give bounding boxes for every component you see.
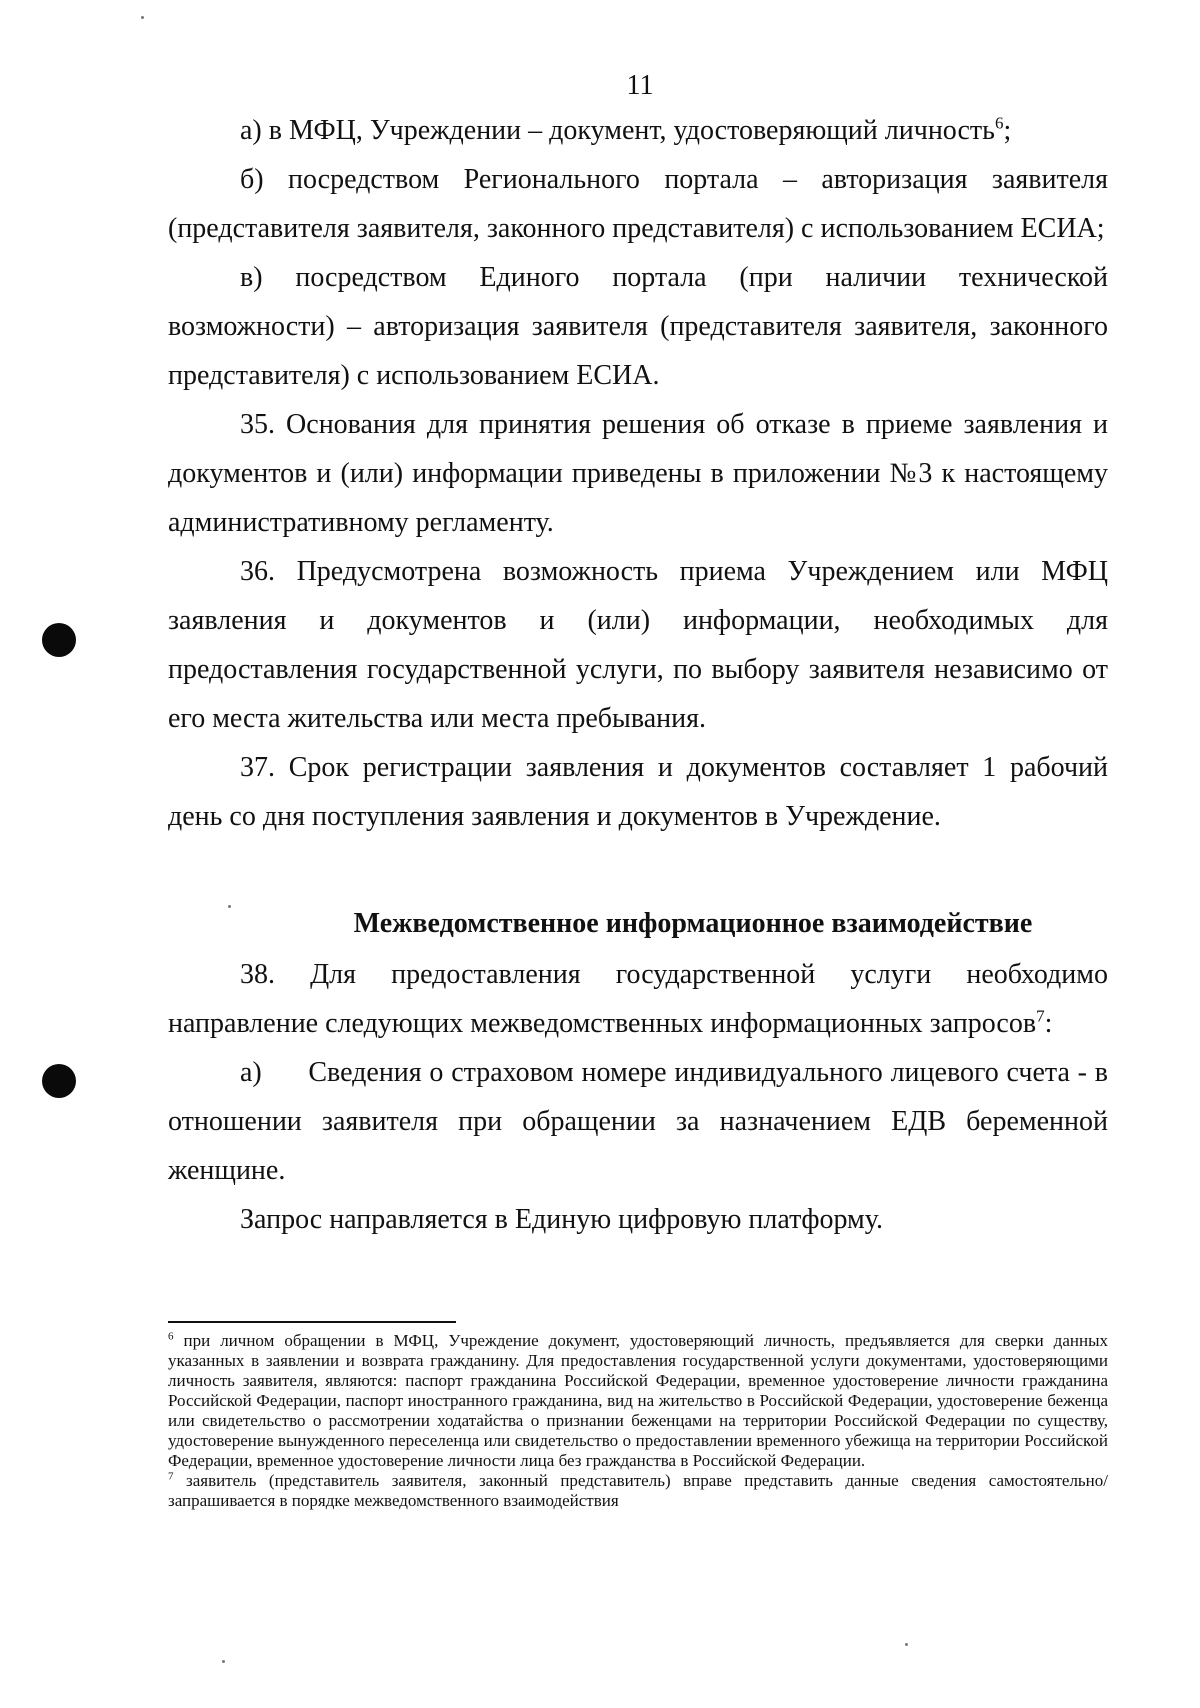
scan-speck (141, 16, 144, 19)
paragraph-a (168, 106, 1108, 155)
footnote-6 (168, 1331, 1108, 1471)
footnote-7 (168, 1471, 1108, 1511)
footnote-ref-7: 7 (1036, 1006, 1045, 1026)
paragraph-38-tail: : (1044, 1008, 1053, 1039)
paragraph-38-text: 38. Для предоставления государственной услуги необходимо направление следующих межведомственных информационных запросов (168, 959, 1108, 1039)
paragraph-a-tail: ; (1003, 115, 1012, 146)
paragraph-35: 35. Основания для принятия решения об отказе в приеме заявления и документов и (или) информации приведены в приложении №3 к настоящему административному регламенту. (168, 409, 1108, 538)
paragraph-37: 37. Срок регистрации заявления и документов составляет 1 рабочий день со дня поступления заявления и документов в Учреждение. (168, 752, 1108, 832)
paragraph-v: в) посредством Единого портала (при наличии технической возможности) – авторизация заявителя (представителя заявителя, законного представителя) с использованием ЕСИА. (168, 262, 1108, 391)
footnote-separator (168, 1321, 456, 1323)
paragraph-38-query: Запрос направляется в Единую цифровую платформу. (240, 1204, 883, 1235)
footnote-6-text: при личном обращении в МФЦ, Учреждение документ, удостоверяющий личность, предъявляется для сверки данных указанных в заявлении и возврата гражданину. Для предоставления государственной услуги документами, удостоверяющими личность заявителя, являются: паспорт гражданина Российской Федерации, временное удостоверение личности гражданина Российской Федерации, паспорт иностранного гражданина, вид на жительство в Российской Федерации, удостоверение беженца или свидетельство о рассмотрении ходатайства о признании беженцами на территории Российской Федерации по существу, удостоверение вынужденного переселенца или свидетельство о предоставлении временного убежища на территории Российской Федерации, временное удостоверение личности лица без гражданства в Российской Федерации. (168, 1331, 1108, 1470)
paragraph-38-a: а) Сведения о страховом номере индивидуального лицевого счета - в отношении заявителя при обращении за назначением ЕДВ беременной женщине. (168, 1057, 1115, 1186)
scan-speck (228, 905, 231, 908)
punch-hole-top (42, 623, 76, 657)
footnote-7-text: заявитель (представитель заявителя, законный представитель) вправе представить данные сведения самостоятельно/запрашивается в порядке межведомственного взаимодействия (168, 1471, 1108, 1510)
punch-hole-bottom (42, 1064, 76, 1098)
paragraph-b: б) посредством Регионального портала – авторизация заявителя (представителя заявителя, законного представителя) с использованием ЕСИА; (168, 164, 1108, 244)
footnotes (168, 1331, 1108, 1511)
footnote-6-mark: 6 (168, 1330, 174, 1343)
paragraph-a-text: а) в МФЦ, Учреждении – документ, удостоверяющий личность (240, 115, 995, 146)
footnote-ref-6: 6 (994, 113, 1004, 133)
paragraph-36: 36. Предусмотрена возможность приема Учреждением или МФЦ заявления и документов и (или) информации, необходимых для предоставления государственной услуги, по выбору заявителя независимо от его места жительства или места пребывания. (168, 556, 1108, 734)
page-number: 11 (626, 70, 654, 101)
footnote-7-mark: 7 (168, 1470, 174, 1483)
scan-speck (905, 1643, 908, 1646)
scan-speck (222, 1660, 225, 1663)
body-text (168, 106, 1115, 1244)
paragraph-38 (168, 950, 1108, 1048)
section-title: Межведомственное информационное взаимодействие (353, 908, 1033, 939)
